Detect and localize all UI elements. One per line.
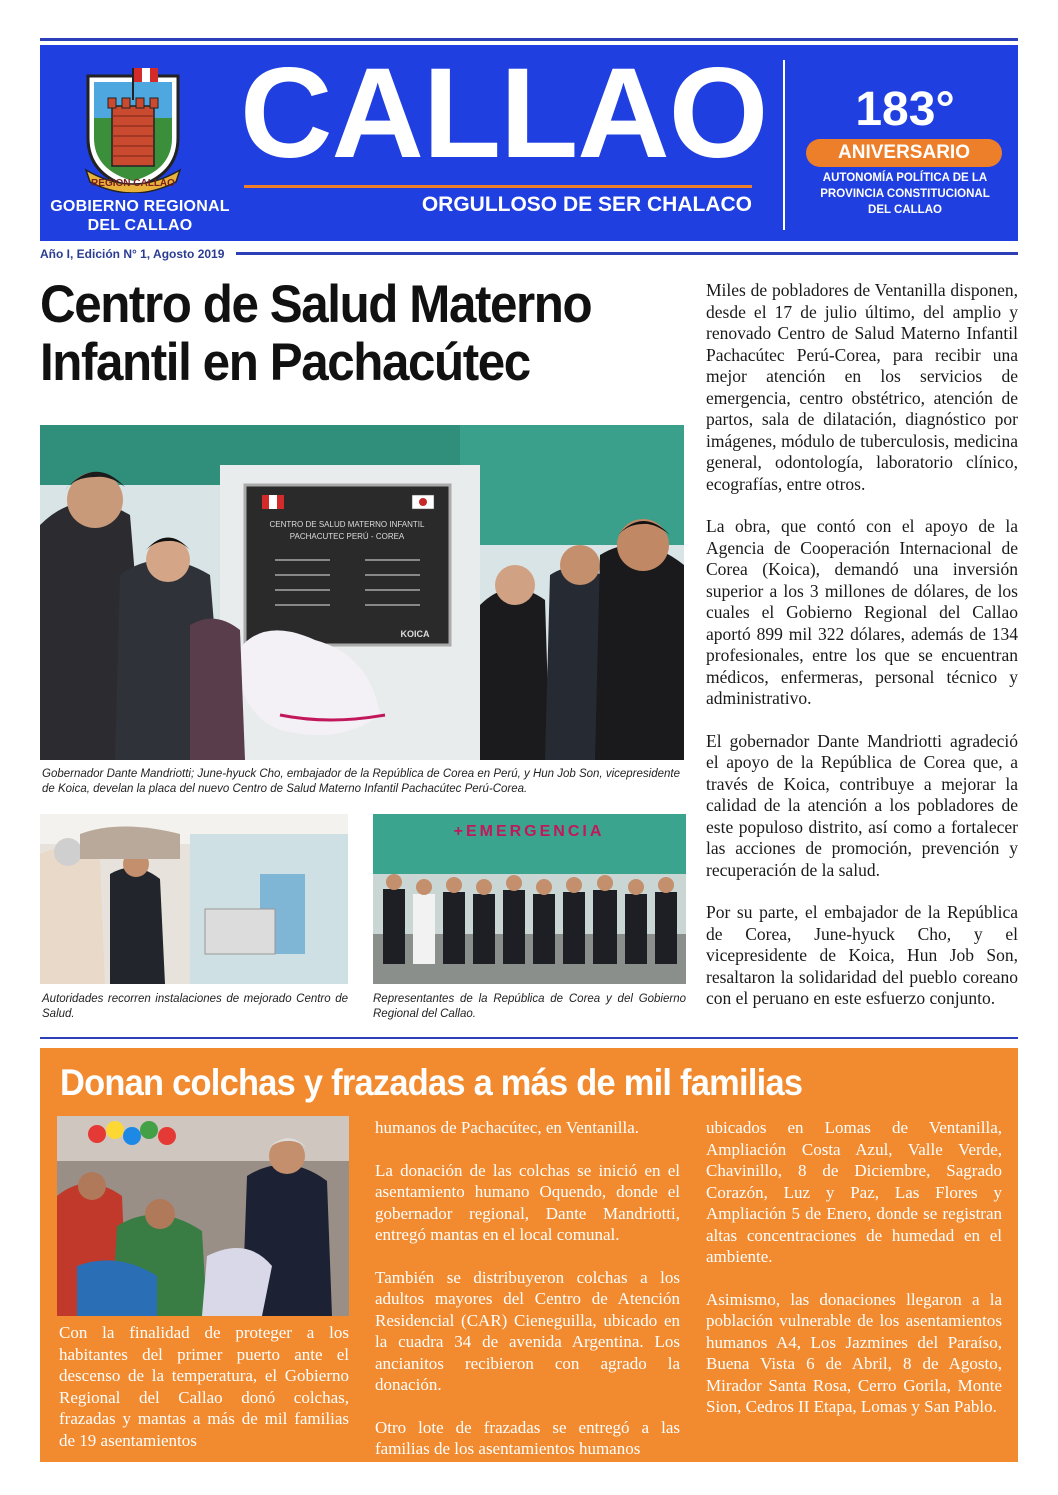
donation-paragraph: Con la finalidad de proteger a los habitantes del primer puerto ante el descenso de la temperatura, el Gobierno Regional del Callao donó colchas, frazadas y mantas a más de mil familias de 19 asentamientos bbox=[59, 1323, 349, 1450]
donation-column-2 bbox=[375, 1117, 680, 1481]
plaque-subtitle-text: PACHACUTEC PERÚ - COREA bbox=[289, 532, 405, 541]
emergency-sign-text: +EMERGENCIA bbox=[453, 823, 605, 840]
main-paragraph: La obra, que contó con el apoyo de la Agencia de Cooperación Internacional de Corea (Koica), demandó una inversión superior a los 3 millones de dólares, de los cuales el Gobierno Regional del Callao aportó 899 mil 322 dólares, además de 134 profesionales, entre los que se encuentran médicos, enfermeras, personal técnico y administrativo. bbox=[706, 516, 1018, 708]
masthead-divider bbox=[783, 60, 785, 230]
donation-paragraph: humanos de Pachacútec, en Ventanilla. bbox=[375, 1118, 640, 1137]
plaque-brand-text: KOICA bbox=[400, 629, 430, 639]
donation-paragraph: ubicados en Lomas de Ventanilla, Ampliación Costa Azul, Valle Verde, Chavinillo, 8 de Diciembre, Sagrado Corazón, Luz y Paz, Las Flores y Ampliación 5 de Enero, donde se registran altas concentraciones de humedad en el ambiente. bbox=[706, 1118, 1002, 1266]
main-headline: Centro de Salud Materno Infantil en Pachacútec bbox=[40, 275, 592, 392]
donation-photo bbox=[57, 1116, 349, 1316]
donation-paragraph: También se distribuyeron colchas a los adultos mayores del Centro de Atención Residencial (CAR) Cieneguilla, ubicado en la cuadra 34 de avenida Argentina. Los ancianitos recibieron con agrado la donación. bbox=[375, 1267, 680, 1394]
donation-headline: Donan colchas y frazadas a más de mil familias bbox=[60, 1062, 803, 1103]
anniversary-badge: ANIVERSARIO bbox=[806, 139, 1002, 167]
plaque-title-text: CENTRO DE SALUD MATERNO INFANTIL bbox=[269, 520, 425, 529]
donation-column-1 bbox=[59, 1322, 349, 1472]
donation-paragraph: La donación de las colchas se inició en el asentamiento humano Oquendo, donde el gobernador regional, Dante Mandriotti, entregó mantas en el local comunal. bbox=[375, 1160, 680, 1244]
main-story-body bbox=[706, 280, 1018, 1031]
main-paragraph: Miles de pobladores de Ventanilla disponen, desde el 17 de julio último, del amplio y renovado Centro de Salud Materno Infantil Pachacútec Perú-Corea, para recibir una mejor atención en los servicios de emergencia, centro obstétrico, atención de partos, sala de dilatación, diagnóstico por imágenes, módulo de tuberculosis, medicina general, odontología, laboratorio clínico, ecografías, entre otros. bbox=[706, 280, 1018, 494]
edition-rule bbox=[236, 252, 1018, 255]
crest-ribbon-text: REGION CALLAO bbox=[91, 178, 175, 189]
donation-paragraph: Otro lote de frazadas se entregó a las familias de los asentamientos humanos bbox=[375, 1417, 680, 1458]
anniversary-subtitle: AUTONOMÍA POLÍTICA DE LA PROVINCIA CONSTITUCIONAL DEL CALLAO bbox=[820, 172, 990, 216]
section-rule bbox=[40, 1037, 1018, 1039]
main-photo-caption: Gobernador Dante Mandriotti; June-hyuck Cho, embajador de la República de Corea en Perú, y Hun Job Son, vicepresidente de Koica, develan la placa del nuevo Centro de Salud Materno Infantil Pachacútec Perú-Corea. bbox=[42, 768, 680, 795]
main-paragraph: Por su parte, el embajador de la República de Corea, June-hyuck Cho, y el vicepresidente de Koica, Hun Job Son, resaltaron la solidaridad del pueblo coreano con el peruano en este esfuerzo conjunto. bbox=[706, 902, 1018, 1008]
top-rule bbox=[40, 38, 1018, 41]
main-paragraph: El gobernador Dante Mandriotti agradeció el apoyo de la República de Corea que, a través de Koica, contribuye a mejorar la calidad de la atención a los pobladores de este populoso distrito, así como a fortalecer las acciones de promoción, prevención y recuperación de la salud. bbox=[706, 730, 1018, 880]
title-underline bbox=[244, 185, 752, 188]
publisher-name: GOBIERNO REGIONAL DEL CALLAO bbox=[50, 198, 230, 234]
anniversary-number: 183° bbox=[855, 83, 955, 136]
newspaper-title: CALLAO bbox=[240, 42, 768, 185]
small-photo-2-caption: Representantes de la República de Corea y del Gobierno Regional del Callao. bbox=[373, 993, 686, 1020]
donation-column-3 bbox=[706, 1117, 1002, 1439]
small-photo-1-caption: Autoridades recorren instalaciones de mejorado Centro de Salud. bbox=[42, 993, 348, 1020]
plaque-unveiling-photo bbox=[40, 425, 684, 760]
donation-paragraph: Asimismo, las donaciones llegaron a la población vulnerable de los asentamientos humanos A4, Los Jazmines del Paraíso, Buena Vista 6 de Abril, 8 de Agosto, Mirador Santa Rosa, Cerro Gorila, Monte Sion, Cedros II Etapa, Lomas y San Pablo. bbox=[706, 1289, 1002, 1416]
tagline: ORGULLOSO DE SER CHALACO bbox=[421, 193, 752, 216]
regional-crest-icon bbox=[78, 58, 188, 193]
edition-info: Año I, Edición N° 1, Agosto 2019 bbox=[40, 247, 225, 261]
facility-tour-photo bbox=[40, 814, 348, 984]
group-photo-emergency bbox=[373, 814, 686, 984]
